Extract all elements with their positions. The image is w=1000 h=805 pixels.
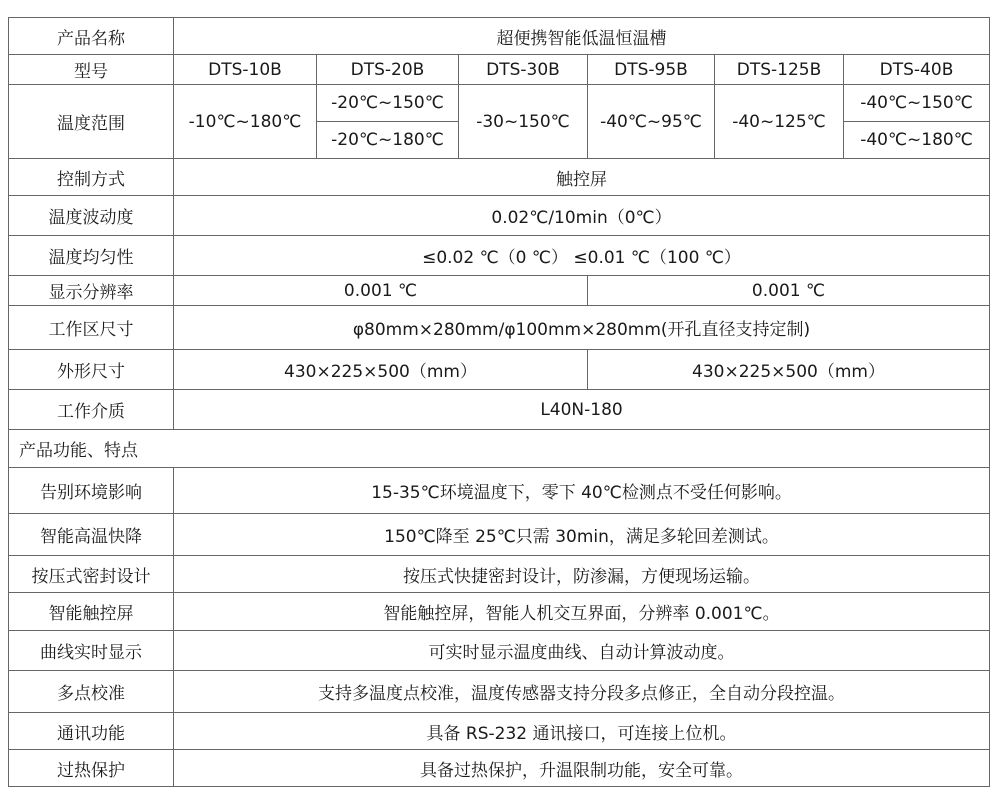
- model-dts-95b: DTS-95B: [588, 55, 715, 85]
- uniformity-label: 温度均匀性: [9, 236, 174, 276]
- feature-label: 按压式密封设计: [9, 556, 174, 593]
- resolution-label: 显示分辨率: [9, 276, 174, 306]
- row-temp-range-1: [9, 85, 990, 122]
- spec-table: [8, 17, 990, 787]
- work-area-label: 工作区尺寸: [9, 306, 174, 350]
- uniformity-value: ≤0.02 ℃（0 ℃） ≤0.01 ℃（100 ℃）: [174, 236, 990, 276]
- model-label: 型号: [9, 55, 174, 85]
- feature-value: 支持多温度点校准，温度传感器支持分段多点修正，全自动分段控温。: [174, 671, 990, 713]
- feature-label: 曲线实时显示: [9, 631, 174, 671]
- medium-label: 工作介质: [9, 390, 174, 430]
- row-medium: [9, 390, 990, 430]
- row-work-area: [9, 306, 990, 350]
- row-models: [9, 55, 990, 85]
- feature-label: 通讯功能: [9, 713, 174, 750]
- feature-row: [9, 671, 990, 713]
- row-control: [9, 159, 990, 196]
- temp-range-label: 温度范围: [9, 85, 174, 159]
- feature-label: 告别环境影响: [9, 468, 174, 514]
- feature-row: [9, 468, 990, 514]
- features-section-title: 产品功能、特点: [9, 430, 990, 468]
- temp-range-dts95: -40℃~95℃: [588, 85, 715, 159]
- temp-range-dts10: -10℃~180℃: [174, 85, 317, 159]
- row-product-name: [9, 18, 990, 55]
- dimensions-value-right: 430×225×500（mm）: [588, 350, 990, 390]
- feature-label: 过热保护: [9, 750, 174, 787]
- resolution-value-left: 0.001 ℃: [174, 276, 588, 306]
- model-dts-125b: DTS-125B: [715, 55, 844, 85]
- feature-row: [9, 514, 990, 556]
- feature-value: 150℃降至 25℃只需 30min，满足多轮回差测试。: [174, 514, 990, 556]
- feature-value: 15-35℃环境温度下，零下 40℃检测点不受任何影响。: [174, 468, 990, 514]
- temp-range-dts20-a: -20℃~150℃: [317, 85, 459, 122]
- temp-range-dts40-a: -40℃~150℃: [844, 85, 990, 122]
- feature-row: [9, 713, 990, 750]
- temp-range-dts20-b: -20℃~180℃: [317, 122, 459, 159]
- row-uniformity: [9, 236, 990, 276]
- row-features-title: [9, 430, 990, 468]
- feature-row: [9, 750, 990, 787]
- model-dts-40b: DTS-40B: [844, 55, 990, 85]
- product-name-value: 超便携智能低温恒温槽: [174, 18, 990, 55]
- dimensions-value-left: 430×225×500（mm）: [174, 350, 588, 390]
- fluctuation-value: 0.02℃/10min（0℃）: [174, 196, 990, 236]
- feature-value: 智能触控屏，智能人机交互界面，分辨率 0.001℃。: [174, 593, 990, 631]
- control-label: 控制方式: [9, 159, 174, 196]
- feature-row: [9, 631, 990, 671]
- model-dts-20b: DTS-20B: [317, 55, 459, 85]
- temp-range-dts40-b: -40℃~180℃: [844, 122, 990, 159]
- row-resolution: [9, 276, 990, 306]
- feature-value: 具备过热保护，升温限制功能，安全可靠。: [174, 750, 990, 787]
- row-fluctuation: [9, 196, 990, 236]
- dimensions-label: 外形尺寸: [9, 350, 174, 390]
- feature-label: 多点校准: [9, 671, 174, 713]
- model-dts-30b: DTS-30B: [459, 55, 588, 85]
- temp-range-dts125: -40~125℃: [715, 85, 844, 159]
- feature-row: [9, 593, 990, 631]
- feature-row: [9, 556, 990, 593]
- control-value: 触控屏: [174, 159, 990, 196]
- work-area-value: φ80mm×280mm/φ100mm×280mm(开孔直径支持定制): [174, 306, 990, 350]
- row-dimensions: [9, 350, 990, 390]
- fluctuation-label: 温度波动度: [9, 196, 174, 236]
- feature-value: 按压式快捷密封设计，防渗漏，方便现场运输。: [174, 556, 990, 593]
- model-dts-10b: DTS-10B: [174, 55, 317, 85]
- feature-label: 智能高温快降: [9, 514, 174, 556]
- feature-value: 可实时显示温度曲线、自动计算波动度。: [174, 631, 990, 671]
- medium-value: L40N-180: [174, 390, 990, 430]
- product-name-label: 产品名称: [9, 18, 174, 55]
- temp-range-dts30: -30~150℃: [459, 85, 588, 159]
- resolution-value-right: 0.001 ℃: [588, 276, 990, 306]
- feature-label: 智能触控屏: [9, 593, 174, 631]
- feature-value: 具备 RS-232 通讯接口，可连接上位机。: [174, 713, 990, 750]
